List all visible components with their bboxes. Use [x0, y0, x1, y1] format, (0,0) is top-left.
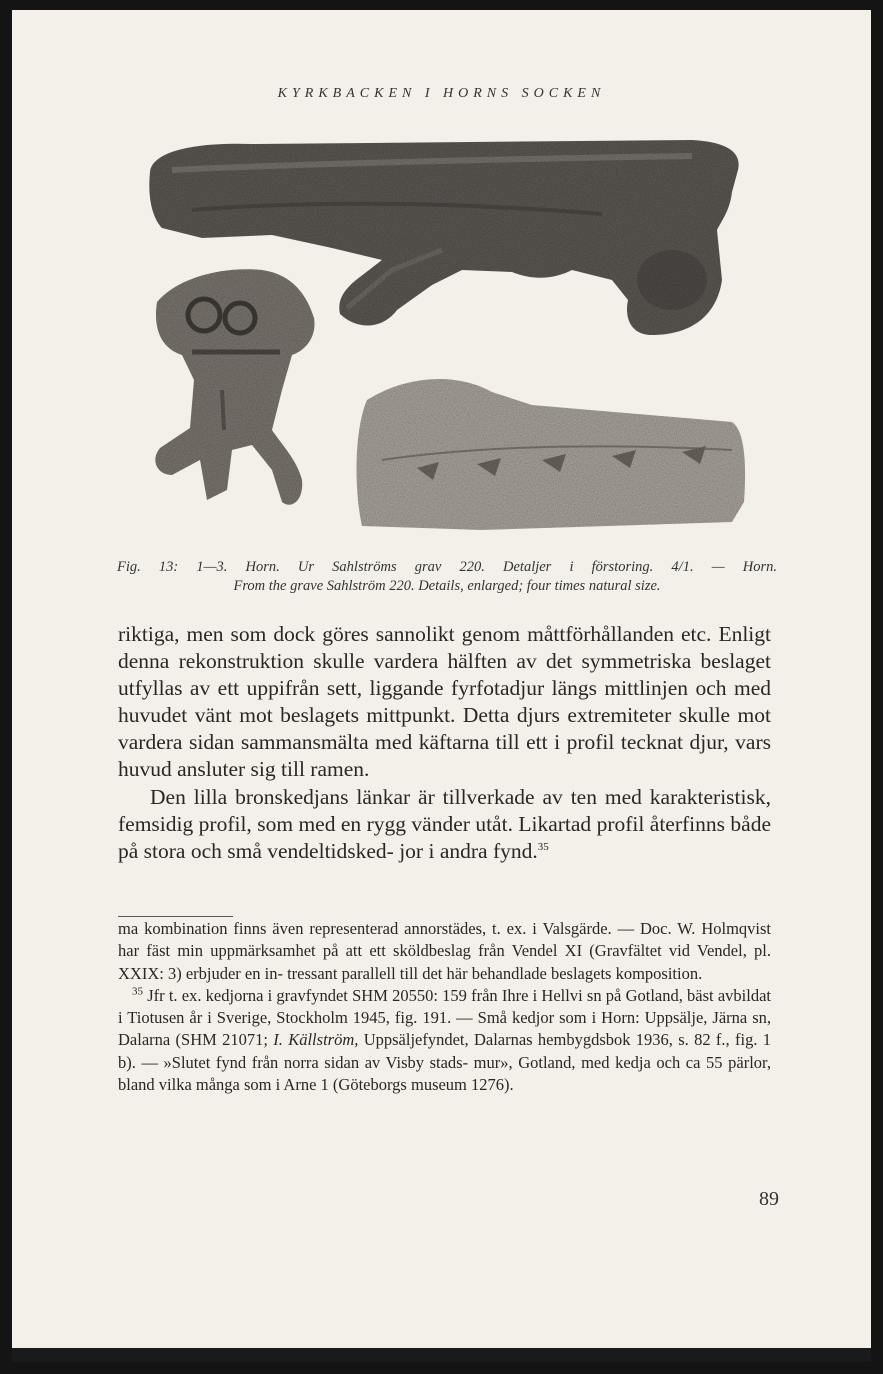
figure-caption [117, 558, 777, 596]
running-header: KYRKBACKEN I HORNS SOCKEN [277, 86, 606, 101]
caption-english: From the grave Sahlström 220. Details, enlarged; four times natural size. [233, 578, 661, 594]
page-number: 89 [759, 1188, 779, 1210]
footnote-number: 35 [132, 985, 143, 998]
figure-plate [132, 130, 772, 550]
paragraph: Den lilla bronskedjans länkar är tillverkade av ten med karakteristisk, femsidig profil, som med en rygg vänder utåt. Likartad profil återfinns både på stora och små vendeltidsked- jor i andra fynd.$^{35}$ [118, 784, 771, 863]
footnote-divider [118, 916, 233, 917]
footnotes [118, 918, 771, 1096]
caption-swedish: Fig. 13: 1—3. Horn. Ur Sahlströms grav 220. Detaljer i förstoring. 4/1. — Horn. [117, 559, 777, 575]
book-page [12, 10, 871, 1362]
object-humanoid-figure [155, 269, 314, 505]
object-decorated-plaque [357, 379, 746, 530]
footnote-continued: ma kombination finns även representerad annorstädes, t. ex. i Valsgärde. — Doc. W. Holmqvist har fäst min uppmärksamhet på att ett sköldbeslag från Vendel XI (Gravfältet vid Vendel, pl. XXIX: 3) erbjuder en in- tressant parallell till det här behandlade beslagets komposition. [118, 919, 771, 983]
body-text [118, 621, 771, 865]
footnote-35: $^{35}$ Jfr t. ex. kedjorna i gravfyndet SHM 20550: 159 från Ihre i Hellvi sn på Gotland, bäst avbildat i Tiotusen år i Sverige, Stockholm 1945, fig. 191. — Små kedjor som i Horn: Uppsälje, Järna sn, Dalarna (SHM 21071; I. Källström, Uppsäljefyndet, Dalarnas hembygdsbok 1936, s. 82 f., fig. 1 b). — »Slutet fynd från norra sidan av Visby stads- mur», Gotland, med kedja och ca 55 pärlor, bland vilka många som i Arne 1 (Göteborgs museum 1276). [118, 985, 772, 1095]
footnote-reference: 35 [537, 840, 549, 853]
author-name: I. Källström, [273, 1030, 359, 1050]
paragraph: riktiga, men som dock göres sannolikt genom måttförhållanden etc. Enligt denna rekonstruktion skulle vardera hälften av det symmetriska beslaget utfyllas av ett uppifrån sett, liggande fyrfotadjur längs mittlinjen och med huvudet vänt mot beslagets mittpunkt. Detta djurs extremiteter skulle mot vardera sidan sammansmälta med käftarna till ett i profil tecknat djur, vars huvud ansluter sig till ramen. [118, 622, 771, 782]
